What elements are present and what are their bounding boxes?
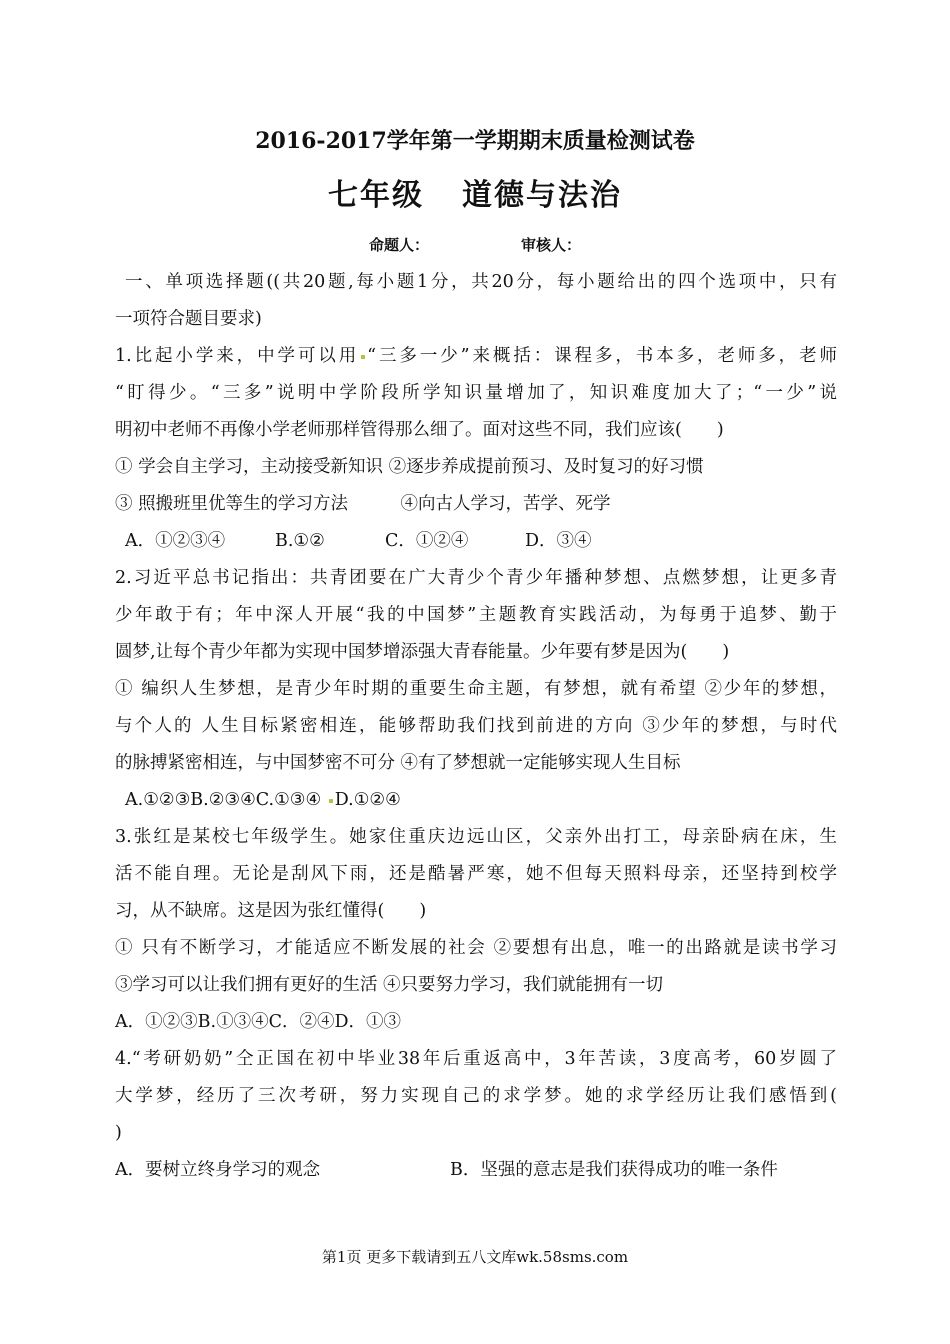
page-footer: 第1页 更多下载请到五八文库wk.58sms.com — [321, 1248, 629, 1266]
dot-mark — [329, 799, 333, 803]
option-d: D.①②④ — [334, 790, 401, 810]
option-d: D．①③ — [334, 1012, 401, 1032]
question-3-line1: 3.张红是某校七年级学生。她家住重庆边远山区，父亲外出打工，母亲卧病在床，生 — [115, 827, 837, 847]
setter-label: 命题人： — [368, 236, 429, 254]
question-3-line2: 活不能自理。无论是刮风下雨，还是酷暑严寒，她不但每天照料母亲，还坚持到校学 — [115, 864, 837, 884]
question-1-statement2: ③ 照搬班里优等生的学习方法 ④向古人学习，苦学、死学 — [115, 494, 611, 514]
question-2-statement2: 与个人的 人生目标紧密相连，能够帮助我们找到前进的方向 ③少年的梦想，与时代 — [115, 716, 837, 736]
reviewer-label: 审核人： — [521, 236, 582, 254]
question-1-options — [115, 523, 837, 560]
option-c: C．①②④ — [385, 531, 469, 551]
question-4-options — [115, 1152, 837, 1189]
question-2-line2: 少年敢于有；年中深人开展“我的中国梦”主题教育实践活动，为每勇于追梦、勤于 — [115, 605, 837, 625]
exam-title: 2016-2017学年第一学期期末质量检测试卷 — [255, 128, 695, 154]
question-2-statement1: ① 编织人生梦想，是青少年时期的重要生命主题，有梦想，就有希望 ②少年的梦想， — [115, 679, 837, 699]
question-4-line2: 大学梦，经历了三次考研，努力实现自己的求学梦。她的求学经历让我们感悟到( — [115, 1086, 837, 1106]
question-3-options — [115, 1004, 837, 1041]
option-b: B.①③④ — [197, 1012, 269, 1032]
option-a: A．①②③ — [115, 1012, 198, 1032]
question-3-statement2: ③学习可以让我们拥有更好的生活 ④只要努力学习，我们就能拥有一切 — [115, 975, 664, 995]
grade-subject-title — [0, 170, 950, 214]
option-b: B.①② — [275, 531, 325, 551]
question-4-line3: ) — [115, 1123, 122, 1143]
option-c: C．②④ — [268, 1012, 335, 1032]
question-1-statement1: ① 学会自主学习，主动接受新知识 ②逐步养成提前预习、及时复习的好习惯 — [115, 457, 704, 477]
question-1-line2: “盯得少。“三多”说明中学阶段所学知识量增加了，知识难度加大了；“一少”说 — [115, 383, 837, 403]
question-3-line3: 习，从不缺席。这是因为张红懂得( ) — [115, 901, 427, 921]
dot-mark — [361, 355, 365, 359]
section-heading-line2: 一项符合题目要求) — [115, 309, 262, 329]
question-3-statement1: ① 只有不断学习，才能适应不断发展的社会 ②要想有出息，唯一的出路就是读书学习 — [115, 938, 837, 958]
option-a: A.①②③ — [125, 790, 191, 810]
subject-label: 道德与法治 — [462, 178, 622, 213]
option-d: D．③④ — [525, 531, 592, 551]
option-c: C.①③④ — [256, 790, 335, 810]
exam-body — [115, 264, 837, 1189]
authors-line — [0, 234, 950, 255]
option-b: B.②③④ — [190, 790, 256, 810]
option-b: B．坚强的意志是我们获得成功的唯一条件 — [450, 1160, 778, 1180]
option-a: A．①②③④ — [125, 531, 226, 551]
option-a: A．要树立终身学习的观念 — [115, 1160, 321, 1180]
section-heading-line1: 一、单项选择题((共20题,每小题1分，共20分，每小题给出的四个选项中，只有 — [125, 272, 837, 292]
question-1-line1: 1.比起小学来，中学可以用 “三多一少”来概括：课程多，书本多，老师多，老师 — [115, 346, 837, 366]
question-2-line1: 2.习近平总书记指出：共青团要在广大青少个青少年播种梦想、点燃梦想，让更多青 — [115, 568, 837, 588]
question-1-line3: 明初中老师不再像小学老师那样管得那么细了。面对这些不同，我们应该( ) — [115, 420, 724, 440]
question-2-options — [115, 782, 837, 819]
question-2-statement3: 的脉搏紧密相连，与中国梦密不可分 ④有了梦想就一定能够实现人生目标 — [115, 753, 681, 773]
question-4-line1: 4.“考研奶奶”仝正国在初中毕业38年后重返高中，3年苦读，3度高考，60岁圆了 — [115, 1049, 837, 1069]
grade-label: 七年级 — [328, 178, 424, 213]
question-2-line3: 圆梦,让每个青少年都为实现中国梦增添强大青春能量。少年要有梦是因为( ) — [115, 642, 730, 662]
